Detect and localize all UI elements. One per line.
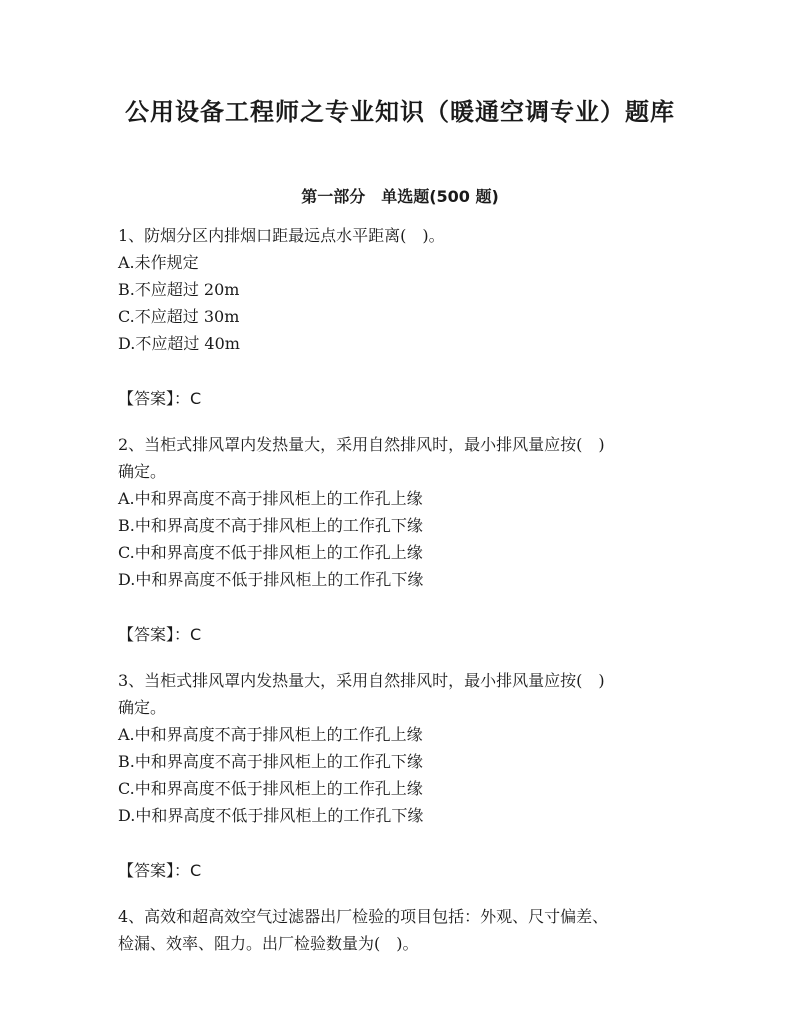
option-c: C.不应超过 30m — [118, 307, 240, 326]
option-d: D.中和界高度不低于排风柜上的工作孔下缘 — [118, 570, 424, 589]
section-title: 第一部分 单选题(500 题) — [301, 187, 499, 206]
question-stem-cont: 确定。 — [118, 698, 167, 717]
question-stem: 1、防烟分区内排烟口距最远点水平距离( )。 — [118, 226, 445, 245]
question-stem-cont: 确定。 — [118, 462, 167, 481]
option-b: B.中和界高度不高于排风柜上的工作孔下缘 — [118, 516, 423, 535]
option-c: C.中和界高度不低于排风柜上的工作孔上缘 — [118, 543, 423, 562]
question-stem: 2、当柜式排风罩内发热量大，采用自然排风时，最小排风量应按( ) — [118, 435, 605, 454]
question-3 — [118, 667, 678, 903]
answer-line: 【答案】：C — [118, 625, 202, 644]
question-2 — [118, 431, 678, 667]
question-list — [118, 222, 678, 957]
option-b: B.不应超过 20m — [118, 280, 240, 299]
question-stem: 3、当柜式排风罩内发热量大，采用自然排风时，最小排风量应按( ) — [118, 671, 605, 690]
option-d: D.不应超过 40m — [118, 334, 240, 353]
question-1 — [118, 222, 678, 431]
question-stem-cont: 检漏、效率、阻力。出厂检验数量为( )。 — [118, 934, 419, 953]
option-a: A.中和界高度不高于排风柜上的工作孔上缘 — [118, 725, 423, 744]
option-a: A.未作规定 — [118, 253, 199, 272]
option-b: B.中和界高度不高于排风柜上的工作孔下缘 — [118, 752, 423, 771]
option-c: C.中和界高度不低于排风柜上的工作孔上缘 — [118, 779, 423, 798]
question-stem: 4、高效和超高效空气过滤器出厂检验的项目包括：外观、尺寸偏差、 — [118, 907, 609, 926]
answer-line: 【答案】：C — [118, 389, 202, 408]
option-a: A.中和界高度不高于排风柜上的工作孔上缘 — [118, 489, 423, 508]
document-title: 公用设备工程师之专业知识（暖通空调专业）题库 — [125, 98, 675, 126]
option-d: D.中和界高度不低于排风柜上的工作孔下缘 — [118, 806, 424, 825]
question-4 — [118, 903, 678, 957]
answer-line: 【答案】：C — [118, 861, 202, 880]
